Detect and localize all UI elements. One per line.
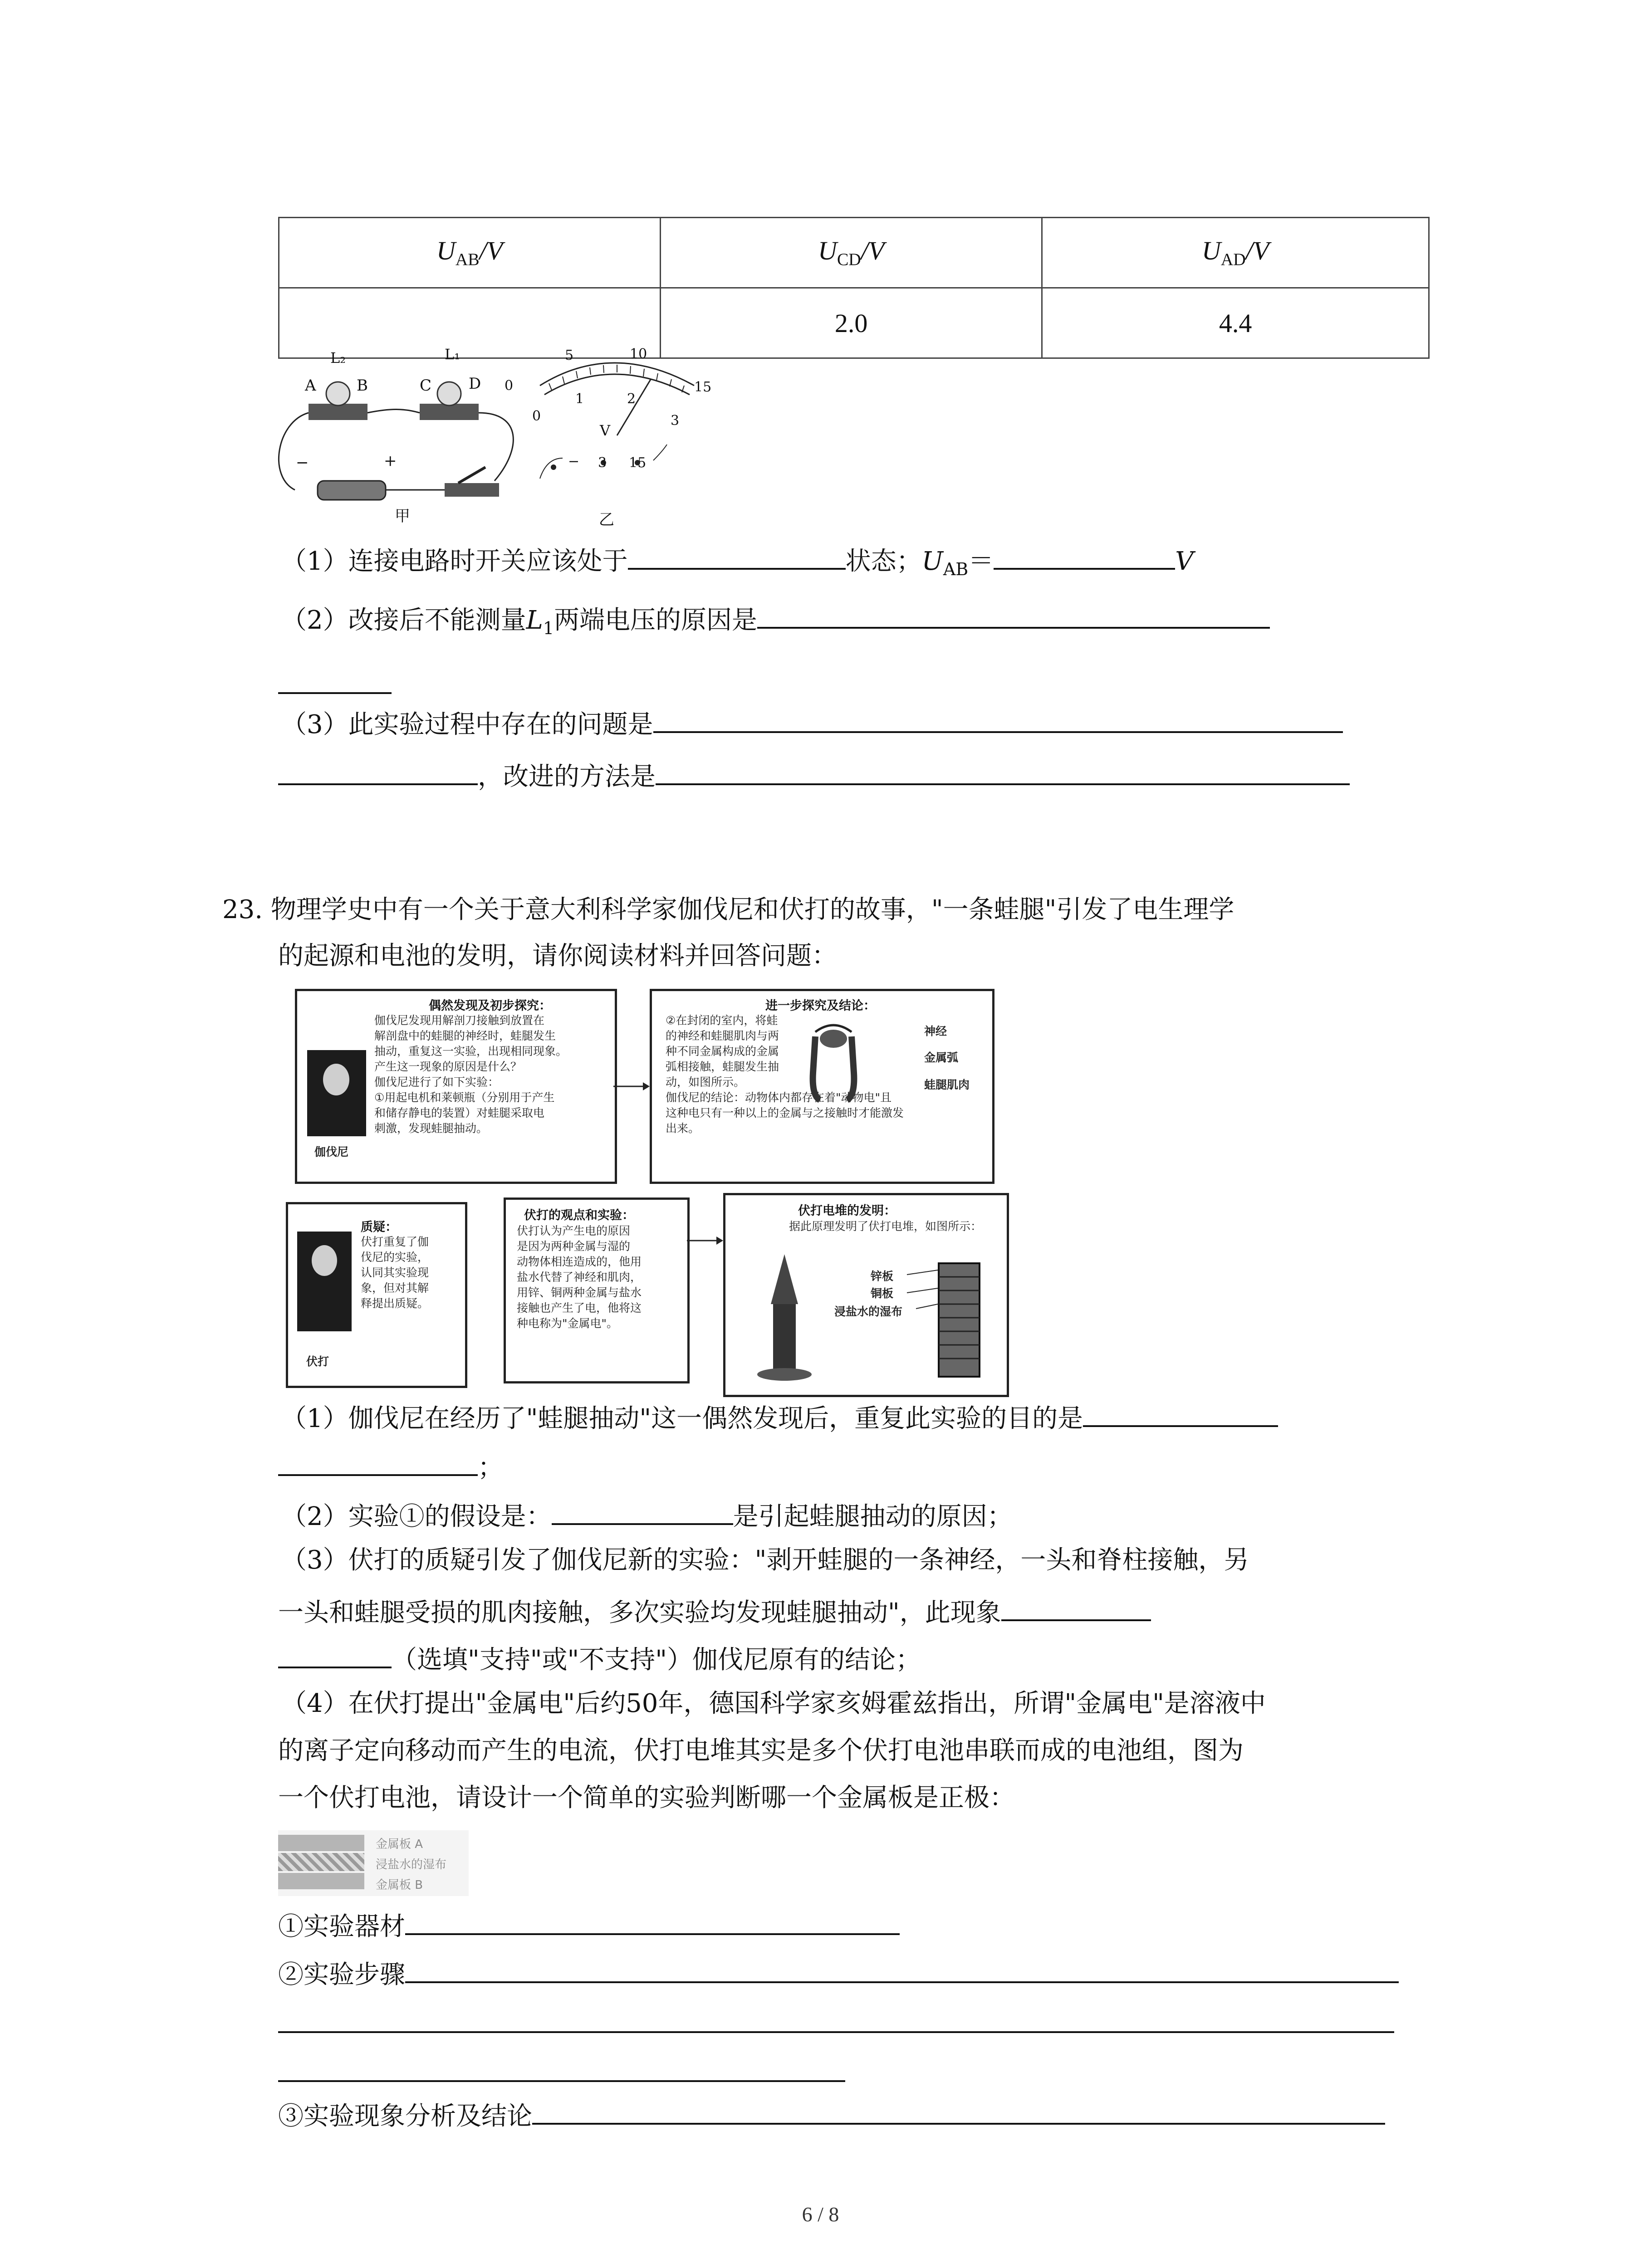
bulb-label-l2: L₂ [330, 349, 346, 367]
diagram-label: 铜板 [871, 1287, 894, 1300]
diagram-label: 浸盐水的湿布 [834, 1305, 903, 1318]
galvani-caption: 伽伐尼 [314, 1145, 349, 1158]
figure-caption-yi: 乙 [599, 511, 614, 529]
q23-intro-line1: 23. 物理学史中有一个关于意大利科学家伽伐尼和伏打的故事，"一条蛙腿"引发了电生理学 [222, 895, 1234, 924]
panel-volta-view [504, 1198, 690, 1383]
q22-part3: （3）此实验过程中存在的问题是 [281, 703, 1343, 743]
table-header-cell: $U_{AB}/V$ [279, 218, 661, 288]
figure-caption-jia: 甲 [395, 507, 410, 525]
q22-part3-line2: ，改进的方法是 [278, 755, 1350, 795]
q23-part1: （1）伽伐尼在经历了"蛙腿抽动"这一偶然发现后，重复此实验的目的是 [281, 1397, 1278, 1437]
voltage-table [278, 217, 1430, 359]
answer-blank[interactable] [994, 540, 1175, 570]
meter-unit-label: V [600, 422, 611, 439]
meter-bottom-2: 2 [627, 391, 636, 407]
q23-part1-line2: ； [278, 1446, 503, 1486]
arrow-icon [687, 1234, 723, 1247]
meter-bottom-3: 3 [671, 413, 680, 429]
q23-part3-line3: （选填"支持"或"不支持"）伽伐尼原有的结论； [278, 1638, 921, 1678]
answer-blank[interactable] [278, 692, 392, 694]
diagram-label: 锌板 [871, 1270, 894, 1283]
terminal-b-label: B [357, 376, 368, 395]
panel-title: 偶然发现及初步探究： [429, 999, 551, 1013]
panel-text: 伏打认为产生电的原因 是因为两种金属与湿的 动物体相连造成的，他用 盐水代替了神经和肌肉， 用锌、铜两种金属与盐水 接触也产生了电，他将这 种电称为"金属电"。 [517, 1224, 642, 1330]
table-cell: 2.0 [661, 288, 1042, 358]
q23-steps: ②实验步骤 [278, 1953, 1399, 1993]
volta-caption: 伏打 [306, 1355, 329, 1368]
metal-plate-a [278, 1835, 364, 1851]
circuit-figure [268, 345, 758, 540]
answer-blank[interactable] [278, 2080, 845, 2082]
terminal-c-label: C [420, 376, 432, 395]
q23-intro-line2: 的起源和电池的发明，请你阅读材料并回答问题： [278, 941, 837, 971]
cell-label: 金属板 A [376, 1838, 423, 1851]
answer-blank[interactable] [1001, 1591, 1151, 1621]
diagram-label: 神经 [924, 1025, 947, 1038]
wet-cloth [278, 1853, 364, 1871]
meter-top-15: 15 [694, 379, 712, 395]
terminal-d-label: D [469, 375, 481, 393]
panel-title: 进一步探究及结论： [765, 999, 876, 1013]
battery-plus-label: + [384, 452, 397, 470]
diagram-label: 蛙腿肌肉 [924, 1078, 970, 1091]
meter-top-0: 0 [505, 378, 514, 394]
panel-further-inquiry [650, 989, 994, 1184]
metal-plate-b [278, 1873, 364, 1889]
meter-top-10: 10 [630, 346, 647, 362]
panel-title: 伏打的观点和实验： [524, 1208, 634, 1222]
panel-text: ②在封闭的室内，将蛙 的神经和蛙腿肌肉与两 种不同金属构成的金属 弧相接触，蛙腿发生抽 动，如图所示。 伽伐尼的结论：动物体内都存在着"动物电"且 这种电只有一种以上的金属与之接触时才能激发 出来。 [666, 1014, 904, 1135]
meter-terminal-15: 15 [629, 455, 647, 471]
answer-blank[interactable] [278, 1638, 392, 1668]
table-header-cell: $U_{CD}/V$ [661, 218, 1042, 288]
panel-text: 伏打重复了伽 伐尼的实验， 认同其实验现 象，但对其解 释提出质疑。 [361, 1235, 429, 1310]
panel-voltaic-pile [723, 1193, 1009, 1397]
q22-part2: （2）改接后不能测量$L_1$两端电压的原因是 [281, 599, 1270, 646]
meter-top-5: 5 [565, 347, 574, 363]
voltaic-cell-figure [278, 1830, 469, 1896]
answer-blank[interactable] [628, 540, 846, 570]
page-number: 6 / 8 [802, 2203, 839, 2226]
answer-blank[interactable] [532, 2095, 1385, 2125]
panel-text: 伽伐尼发现用解剖刀接触到放置在 解剖盘中的蛙腿的神经时，蛙腿发生 抽动，重复这一实验，出现相同现象。 产生这一现象的原因是什么？ 伽伐尼进行了如下实验： ①用起电机和莱顿瓶（分别用于产生 和储存静电的装置）对蛙腿采取电 刺激，发现蛙腿抽动。 [374, 1014, 568, 1135]
table-header-cell: $U_{AD}/V$ [1042, 218, 1429, 288]
q23-part3-line2: 一头和蛙腿受损的肌肉接触，多次实验均发现蛙腿抽动"，此现象 [278, 1591, 1151, 1631]
panel-accidental-discovery [295, 989, 617, 1184]
q23-part4-line1: （4）在伏打提出"金属电"后约50年，德国科学家亥姆霍兹指出，所谓"金属电"是溶液中 [281, 1689, 1266, 1718]
meter-bottom-1: 1 [575, 391, 584, 407]
panel-title: 质疑： [361, 1220, 397, 1234]
panel-doubt [286, 1202, 467, 1388]
meter-bottom-0: 0 [532, 408, 541, 424]
panel-title: 伏打电堆的发明： [798, 1204, 896, 1218]
meter-terminal-3: 3 [598, 455, 607, 471]
bulb-label-l1: L₁ [445, 346, 460, 363]
terminal-a-label: A [305, 376, 316, 395]
arrow-icon [613, 1080, 650, 1093]
battery-minus-label: − [296, 454, 309, 472]
answer-blank[interactable] [405, 1953, 1399, 1983]
q23-part4-line2: 的离子定向移动而产生的电流，伏打电堆其实是多个伏打电池串联而成的电池组，图为 [278, 1736, 1244, 1765]
volta-portrait [297, 1232, 352, 1331]
answer-blank[interactable] [278, 2031, 1394, 2033]
panel-text: 据此原理发明了伏打电堆，如图所示： [789, 1220, 982, 1233]
answer-blank[interactable] [552, 1495, 733, 1525]
answer-blank[interactable] [278, 1446, 478, 1476]
q23-materials: ①实验器材 [278, 1905, 900, 1945]
q23-conclusion: ③实验现象分析及结论 [278, 2095, 1385, 2135]
q23-part4-line3: 一个伏打电池，请设计一个简单的实验判断哪一个金属板是正极： [278, 1783, 1015, 1813]
answer-blank[interactable] [653, 703, 1343, 733]
cell-label: 金属板 B [376, 1878, 423, 1892]
diagram-label: 金属弧 [924, 1051, 959, 1064]
answer-blank[interactable] [405, 1905, 900, 1935]
answer-blank[interactable] [278, 755, 478, 785]
meter-terminal-minus: − [568, 454, 580, 469]
answer-blank[interactable] [656, 755, 1350, 785]
galvani-portrait [307, 1050, 366, 1136]
q23-part2: （2）实验①的假设是： 是引起蛙腿抽动的原因； [281, 1495, 1013, 1535]
table-cell: 4.4 [1042, 288, 1429, 358]
q22-part1: （1）连接电路时开关应该处于 状态；$U_{AB}= V$ [281, 540, 1194, 587]
table-header-row [279, 218, 1429, 288]
frog-leg-diagram [788, 1018, 879, 1105]
cell-label: 浸盐水的湿布 [376, 1858, 447, 1872]
q23-part3-line1: （3）伏打的质疑引发了伽伐尼新的实验："剥开蛙腿的一条神经，一头和脊柱接触，另 [281, 1545, 1249, 1575]
answer-blank[interactable] [757, 599, 1270, 629]
answer-blank[interactable] [1083, 1397, 1278, 1427]
